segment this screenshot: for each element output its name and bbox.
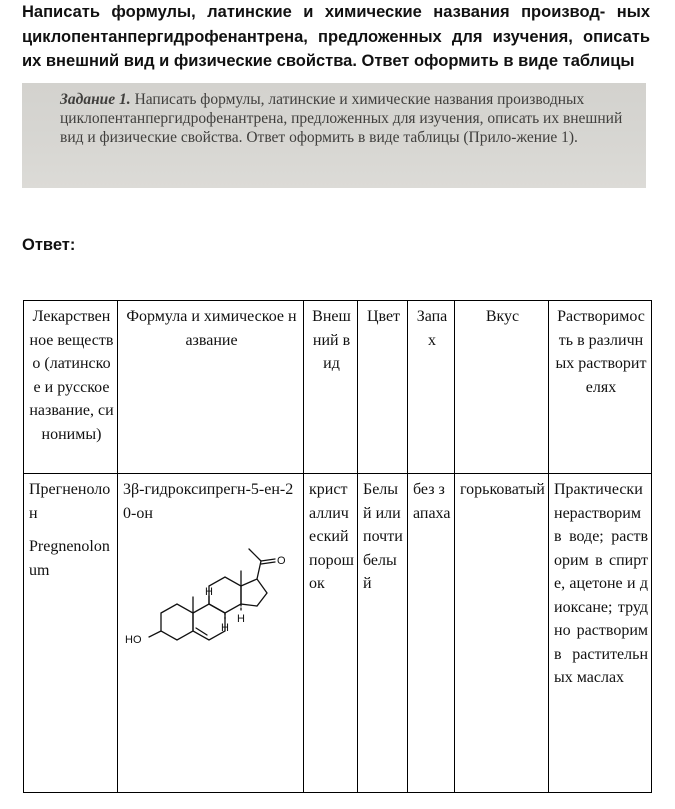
table-header-row <box>24 301 652 474</box>
h-label-c14: H <box>237 613 245 625</box>
drug-name-la: Pregnenolonum <box>29 538 110 579</box>
cell-formula <box>118 474 304 793</box>
task-text: Написать формулы, латинские и химические названия производных циклопентанпергидрофенантрена, предложенных для изучения, описать их внешний вид и физические свойства. Ответ оформить в виде таблицы <box>60 91 623 146</box>
task-photo-text <box>60 91 622 146</box>
header-drug: Лекарственное вещество (латинское и русское название, синонимы) <box>24 301 118 474</box>
cell-appearance: кристаллический порошок <box>304 474 358 793</box>
ho-label: HO <box>125 634 142 646</box>
cell-color: Белый или почти белый <box>358 474 408 793</box>
carbonyl-o-label: O <box>277 555 286 567</box>
task-appendix: (Прило-жение 1). <box>463 129 578 146</box>
header-formula: Формула и химическое название <box>118 301 304 474</box>
task-label: Задание 1. <box>60 91 131 108</box>
header-solubility: Растворимость в различных растворителях <box>549 301 652 474</box>
h-label-c9: H <box>221 622 229 634</box>
table-row <box>24 474 652 793</box>
answer-label: Ответ: <box>22 236 76 254</box>
page-title: Написать формулы, латинские и химические названия производ- ных циклопентанпергидрофенантрена, предложенных для изучения, описать их внешний вид и физические свойства. Ответ оформить в виде таблицы <box>22 3 650 70</box>
drug-name-ru: Прегненолон <box>29 481 111 522</box>
chem-name: 3β-гидроксипрегн-5-ен-20-он <box>123 481 294 522</box>
cell-drug-name <box>24 474 118 793</box>
cell-smell: без запаха <box>408 474 455 793</box>
header-color: Цвет <box>358 301 408 474</box>
h-label-c8: H <box>205 586 213 598</box>
header-smell: Запах <box>408 301 455 474</box>
cell-taste: горьковатый <box>455 474 549 793</box>
task-photo <box>22 83 646 188</box>
pregnenolone-structure <box>123 535 303 655</box>
header-taste: Вкус <box>455 301 549 474</box>
cell-solubility: Практически нерастворим в воде; растворим в спирте, ацетоне и диоксане; трудно растворим в растительных маслах <box>549 474 652 793</box>
header-appearance: Внешний вид <box>304 301 358 474</box>
drug-table <box>23 300 652 793</box>
